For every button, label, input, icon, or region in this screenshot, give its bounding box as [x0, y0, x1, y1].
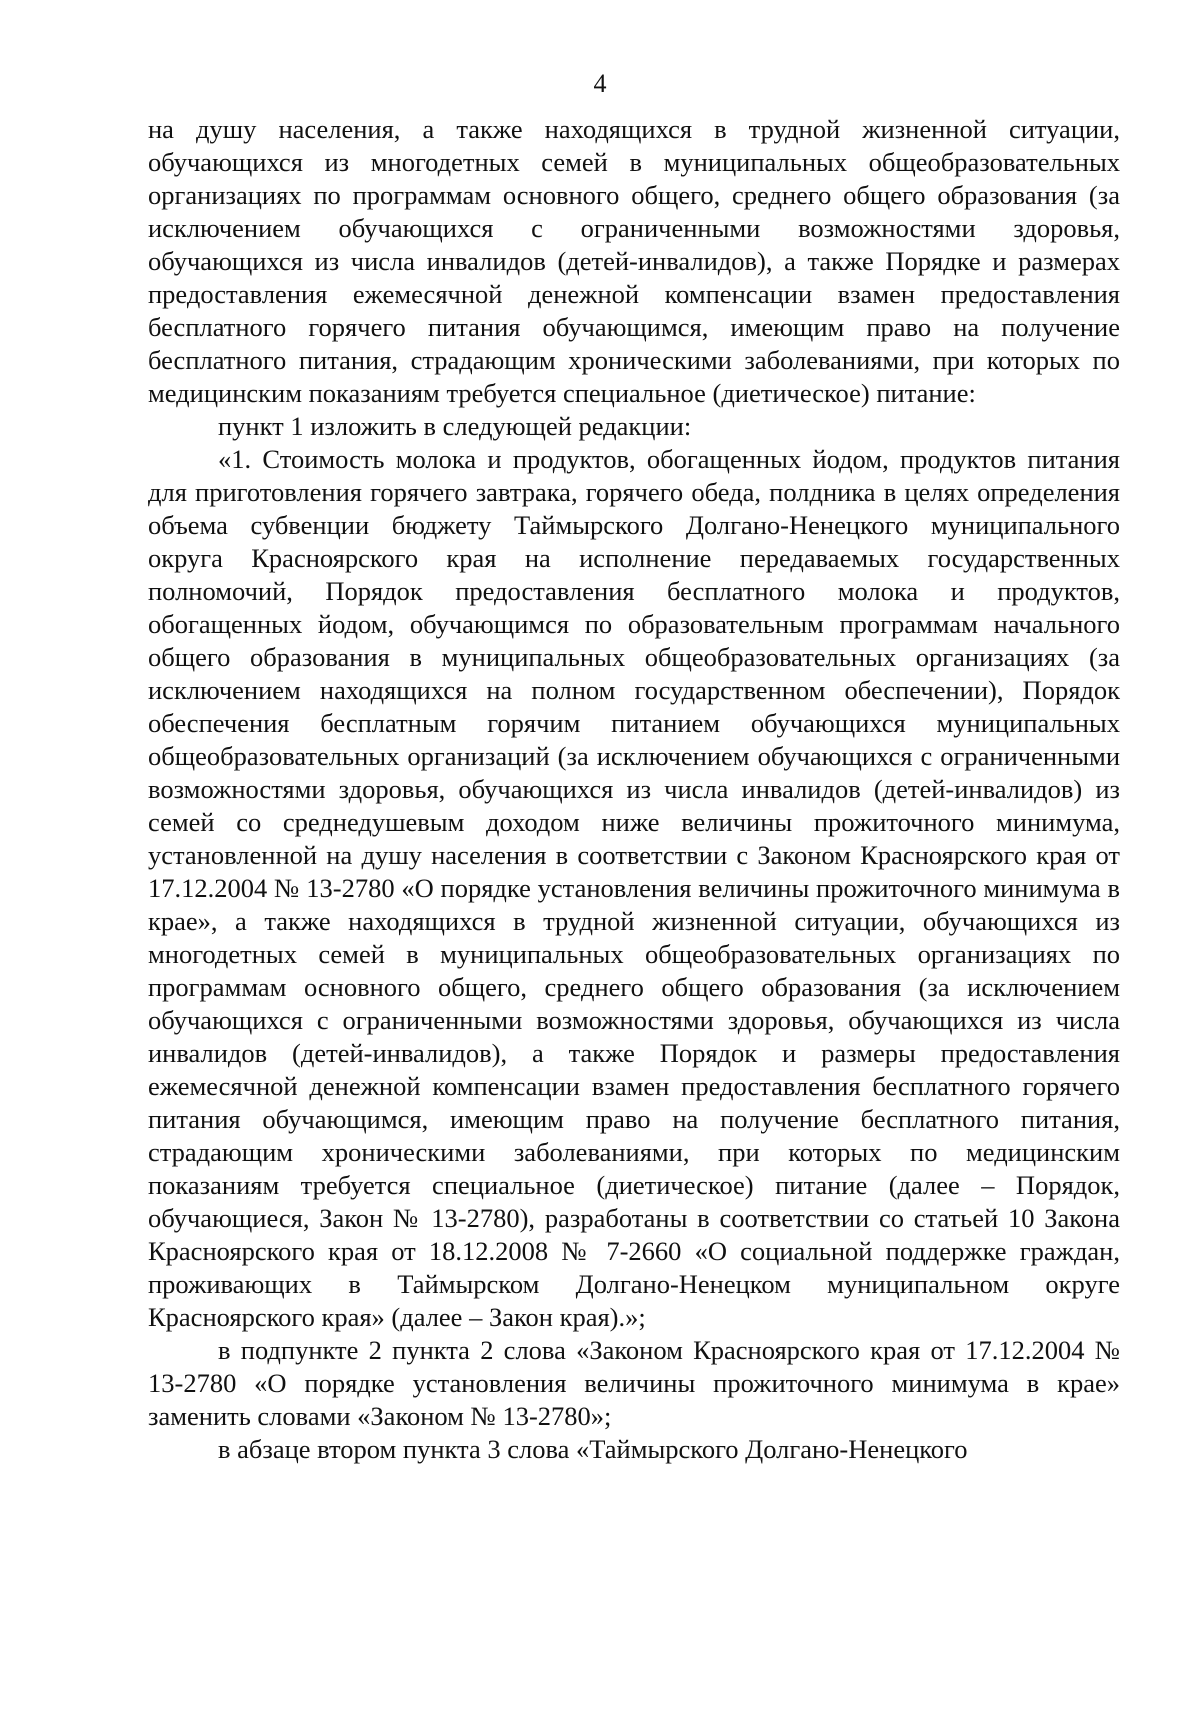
paragraph-point-3-amendment: в абзаце втором пункта 3 слова «Таймырского Долгано-Ненецкого: [218, 1434, 968, 1464]
document-body: [148, 113, 1120, 1466]
paragraph-subpoint-2-amendment: в подпункте 2 пункта 2 слова «Законом Красноярского края от 17.12.2004 № 13-2780 «О порядке установления величины прожиточного минимума в крае» заменить словами «Законом № 13-2780»;: [148, 1335, 1120, 1431]
paragraph-point-1-instruction: пункт 1 изложить в следующей редакции:: [218, 411, 692, 441]
paragraph-continuation: на душу населения, а также находящихся в трудной жизненной ситуации, обучающихся из многодетных семей в муниципальных общеобразовательных организациях по программам основного общего, среднего общего образования (за исключением обучающихся с ограниченными возможностями здоровья, обучающихся из числа инвалидов (детей-инвалидов), а также Порядке и размерах предоставления ежемесячной денежной компенсации взамен предоставления бесплатного горячего питания обучающимся, имеющим право на получение бесплатного питания, страдающим хроническими заболеваниями, при которых по медицинским показаниям требуется специальное (диетическое) питание:: [148, 114, 1120, 408]
paragraph-point-1-new-text: «1. Стоимость молока и продуктов, обогащенных йодом, продуктов питания для приготовления горячего завтрака, горячего обеда, полдника в целях определения объема субвенции бюджету Таймырского Долгано-Ненецкого муниципального округа Красноярского края на исполнение передаваемых государственных полномочий, Порядок предоставления бесплатного молока и продуктов, обогащенных йодом, обучающимся по образовательным программам начального общего образования в муниципальных общеобразовательных организациях (за исключением находящихся на полном государственном обеспечении), Порядок обеспечения бесплатным горячим питанием обучающихся муниципальных общеобразовательных организаций (за исключением обучающихся с ограниченными возможностями здоровья, обучающихся из числа инвалидов (детей-инвалидов) из семей со среднедушевым доходом ниже величины прожиточного минимума, установленной на душу населения в соответствии с Законом Красноярского края от 17.12.2004 № 13-2780 «О порядке установления величины прожиточного минимума в крае», а также находящихся в трудной жизненной ситуации, обучающихся из многодетных семей в муниципальных общеобразовательных организациях по программам основного общего, среднего общего образования (за исключением обучающихся с ограниченными возможностями здоровья, обучающихся из числа инвалидов (детей-инвалидов), а также Порядок и размеры предоставления ежемесячной денежной компенсации взамен предоставления бесплатного горячего питания обучающимся, имеющим право на получение бесплатного питания, страдающим хроническими заболеваниями, при которых по медицинским показаниям требуется специальное (диетическое) питание (далее – Порядок, обучающиеся, Закон № 13-2780), разработаны в соответствии со статьей 10 Закона Красноярского края от 18.12.2008 № 7-2660 «О социальной поддержке граждан, проживающих в Таймырском Долгано-Ненецком муниципальном округе Красноярского края» (далее – Закон края).»;: [148, 444, 1120, 1332]
page-number: 4: [593, 69, 607, 98]
